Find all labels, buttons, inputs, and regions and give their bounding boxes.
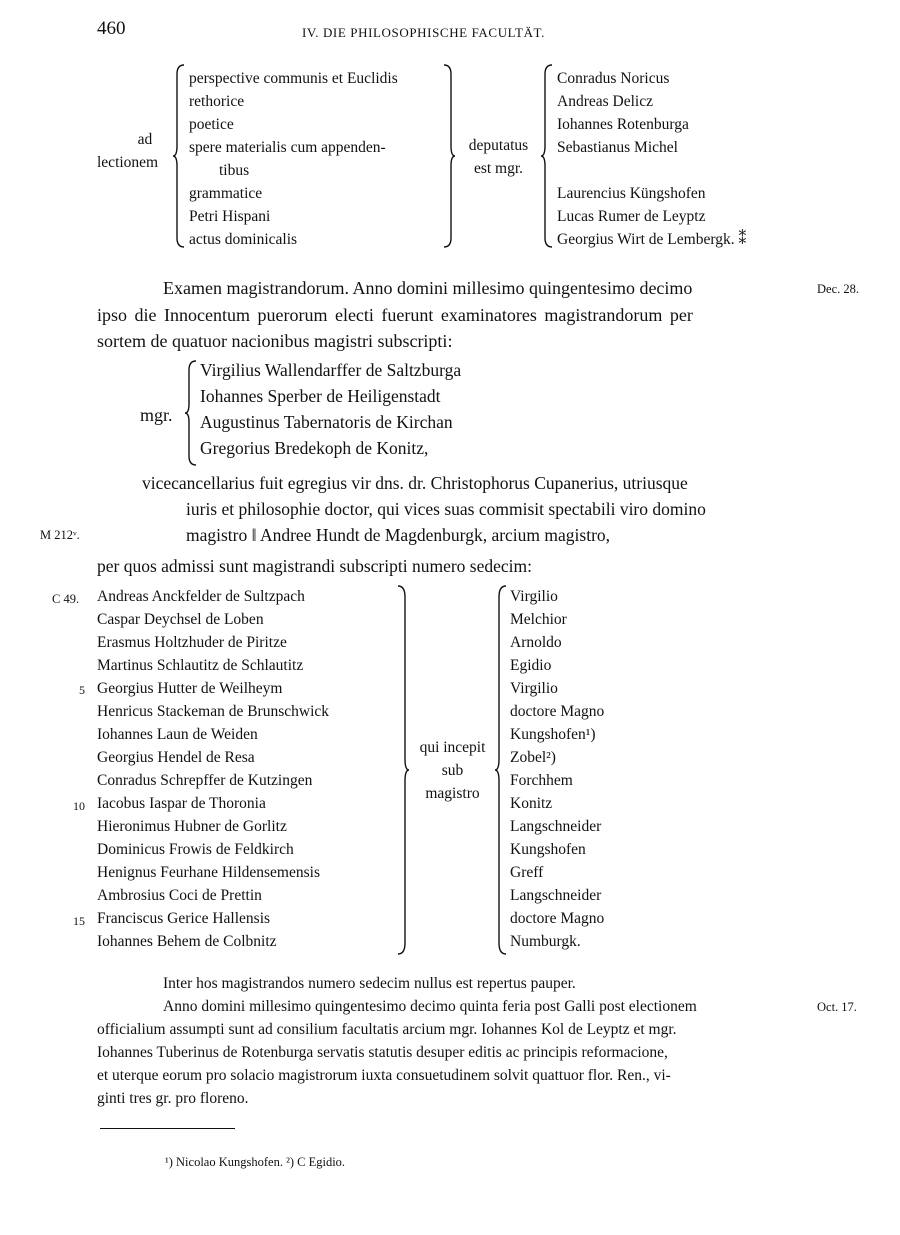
- left-brace-graduate-masters: [494, 585, 508, 955]
- lecture-subject: spere materialis cum appenden-: [189, 139, 386, 156]
- left-brace-masters: [540, 64, 554, 248]
- closing-line-2: officialium assumpti sunt ad consilium facultatis arcium mgr. Iohannes Kol de Leyptz et mgr.: [97, 1021, 677, 1038]
- left-brace-lectures: [172, 64, 186, 248]
- graduate-name: Erasmus Holtzhuder de Piritze: [97, 634, 287, 651]
- lecture-master: Conradus Noricus: [557, 70, 670, 87]
- right-brace-lectures: [442, 64, 456, 248]
- margin-m212: M 212ᵛ.: [40, 528, 80, 542]
- graduate-master: Numburgk.: [510, 933, 581, 950]
- graduate-master: Virgilio: [510, 588, 558, 605]
- examen-line-3: sortem de quatuor nacionibus magistri subscripti:: [97, 331, 453, 351]
- graduate-name: Ambrosius Coci de Prettin: [97, 887, 262, 904]
- graduate-name: Georgius Hutter de Weilheym: [97, 680, 283, 697]
- graduate-name: Henignus Feurhane Hildensemensis: [97, 864, 320, 881]
- graduate-name: Hieronimus Hubner de Gorlitz: [97, 818, 287, 835]
- vicecancellarius-line-3: magistro ‖ Andree Hundt de Magdenburgk, arcium magistro,: [186, 525, 611, 545]
- lecture-subject: actus dominicalis: [189, 231, 298, 248]
- est-mgr-label: est mgr.: [473, 160, 524, 177]
- graduate-master-list: [510, 585, 604, 953]
- graduate-name: Iacobus Iaspar de Thoronia: [97, 795, 266, 812]
- examiner: Augustinus Tabernatoris de Kirchan: [200, 412, 453, 432]
- running-title: IV. DIE PHILOSOPHISCHE FACULTÄT.: [302, 25, 545, 40]
- margin-c49: C 49.: [52, 592, 80, 606]
- lecture-master: Iohannes Rotenburga: [557, 116, 689, 133]
- end-mark: ⁑: [738, 231, 747, 248]
- graduate-name: Iohannes Laun de Weiden: [97, 726, 258, 743]
- lectionem-label: lectionem: [97, 154, 159, 171]
- graduate-name: Georgius Hendel de Resa: [97, 749, 255, 766]
- graduate-master: Zobel²): [510, 749, 556, 766]
- graduate-master: Langschneider: [510, 887, 602, 904]
- graduate-master: Konitz: [510, 795, 553, 812]
- examiner: Iohannes Sperber de Heiligenstadt: [200, 386, 441, 406]
- vicecancellarius-line-1: vicecancellarius fuit egregius vir dns. dr. Christophorus Cupanerius, utriusque: [142, 473, 688, 493]
- graduate-name: Franciscus Gerice Hallensis: [97, 910, 271, 927]
- graduate-master: Egidio: [510, 657, 552, 674]
- lecture-master-list: [557, 67, 746, 251]
- mgr-label: mgr.: [140, 405, 173, 425]
- per-quos-line: per quos admissi sunt magistrandi subscripti numero sedecim:: [97, 556, 533, 576]
- graduate-master: Kungshofen¹): [510, 726, 596, 743]
- closing-line-1: Anno domini millesimo quingentesimo decimo quinta feria post Galli post electionem: [163, 998, 697, 1015]
- lecture-master: [557, 228, 746, 251]
- ad-label: ad: [137, 131, 153, 148]
- graduate-name: Conradus Schrepffer de Kutzingen: [97, 772, 313, 789]
- examiner: Virgilius Wallendarffer de Saltzburga: [200, 360, 462, 380]
- closing-line-3: Iohannes Tuberinus de Rotenburga servatis statutis desuper editis ac principis reformacione,: [97, 1044, 668, 1061]
- graduate-name: Martinus Schlautitz de Schlautitz: [97, 657, 304, 674]
- examiner-list: [200, 357, 461, 461]
- right-brace-graduates: [396, 585, 410, 955]
- lecture-subject-list: [189, 67, 398, 251]
- lecture-subject: perspective communis et Euclidis: [189, 70, 398, 87]
- pauper-line: Inter hos magistrandos numero sedecim nullus est repertus pauper.: [163, 975, 576, 992]
- margin-date-dec: Dec. 28.: [817, 282, 859, 296]
- lecture-subject: rethorice: [189, 93, 245, 110]
- vicecancellarius-line-2: iuris et philosophie doctor, qui vices suas commisit spectabili viro domino: [186, 499, 706, 519]
- graduate-name: Iohannes Behem de Colbnitz: [97, 933, 277, 950]
- graduate-master: Virgilio: [510, 680, 558, 697]
- lecture-subject: Petri Hispani: [189, 208, 271, 225]
- graduate-name: Caspar Deychsel de Loben: [97, 611, 264, 628]
- examiner: Gregorius Bredekoph de Konitz,: [200, 438, 429, 458]
- examen-line-1: Examen magistrandorum. Anno domini millesimo quingentesimo decimo: [163, 278, 693, 298]
- margin-date-oct: Oct. 17.: [817, 1000, 857, 1014]
- lecture-subject: tibus: [219, 162, 250, 179]
- lecture-master: Andreas Delicz: [557, 93, 653, 110]
- graduate-list: [97, 585, 329, 953]
- footnote-rule: [100, 1128, 235, 1129]
- brace-examiners: [184, 360, 198, 466]
- graduate-master: Melchior: [510, 611, 567, 628]
- lecture-master: Laurencius Küngshofen: [557, 185, 706, 202]
- examen-line-2: ipso die Innocentum puerorum electi fuerunt examinatores magistrandorum per: [97, 305, 693, 325]
- graduate-master: Greff: [510, 864, 544, 881]
- line-number-5: 5: [79, 683, 85, 697]
- magistro-label: magistro: [425, 785, 480, 802]
- graduate-master: Arnoldo: [510, 634, 562, 651]
- lecture-master: Lucas Rumer de Leyptz: [557, 208, 706, 225]
- graduate-name: Andreas Anckfelder de Sultzpach: [97, 588, 305, 605]
- footnotes: ¹) Nicolao Kungshofen. ²) C Egidio.: [165, 1155, 346, 1169]
- deputatus-label: deputatus: [468, 137, 529, 154]
- graduate-name: Henricus Stackeman de Brunschwick: [97, 703, 330, 720]
- graduate-master: Kungshofen: [510, 841, 586, 858]
- lecture-subject: poetice: [189, 116, 234, 133]
- graduate-master: doctore Magno: [510, 703, 605, 720]
- line-number-10: 10: [73, 799, 85, 813]
- graduate-master: doctore Magno: [510, 910, 605, 927]
- lecture-subject: grammatice: [189, 185, 263, 202]
- sub-label: sub: [441, 762, 464, 779]
- closing-line-4: et uterque eorum pro solacio magistrorum iuxta consuetudinem solvit quattuor flor. Ren., vi-: [97, 1067, 671, 1084]
- lecture-master: Sebastianus Michel: [557, 139, 678, 156]
- graduate-name: Dominicus Frowis de Feldkirch: [97, 841, 294, 858]
- line-number-15: 15: [73, 914, 85, 928]
- graduate-master: Forchhem: [510, 772, 573, 789]
- page-number: 460: [97, 18, 126, 39]
- lecture-master: [557, 159, 746, 182]
- lecture-master-text: Georgius Wirt de Lembergk.: [557, 231, 735, 248]
- qui-incepit-label: qui incepit: [419, 739, 486, 756]
- closing-line-5: ginti tres gr. pro floreno.: [97, 1090, 249, 1107]
- graduate-master: Langschneider: [510, 818, 602, 835]
